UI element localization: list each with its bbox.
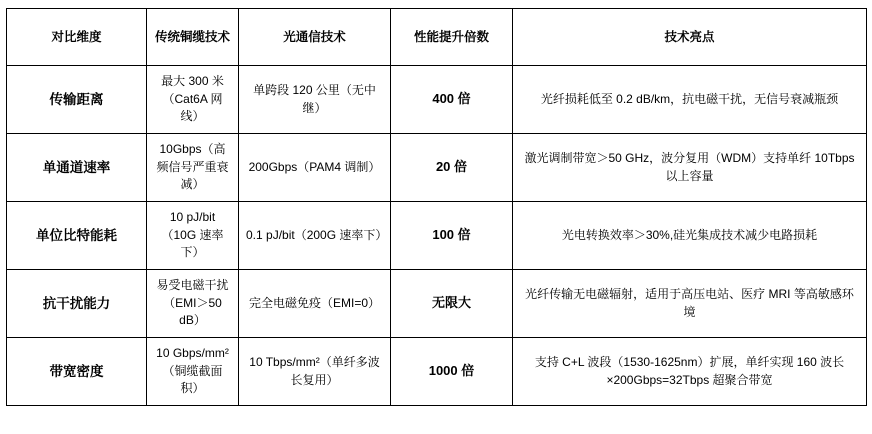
- cell-dimension: 带宽密度: [7, 338, 147, 406]
- cell-optical: 完全电磁免疫（EMI=0）: [239, 270, 391, 338]
- table-row: [7, 134, 867, 202]
- cell-highlight: 光电转换效率＞30%,硅光集成技术减少电路损耗: [513, 202, 867, 270]
- cell-dimension: 抗干扰能力: [7, 270, 147, 338]
- cell-dimension: 单通道速率: [7, 134, 147, 202]
- cell-optical: 200Gbps（PAM4 调制）: [239, 134, 391, 202]
- cell-gain: 无限大: [391, 270, 513, 338]
- cell-copper: 易受电磁干扰（EMI＞50 dB）: [147, 270, 239, 338]
- table-row: [7, 202, 867, 270]
- cell-optical: 10 Tbps/mm²（单纤多波长复用）: [239, 338, 391, 406]
- cell-dimension: 单位比特能耗: [7, 202, 147, 270]
- cell-highlight: 光纤传输无电磁辐射，适用于高压电站、医疗 MRI 等高敏感环境: [513, 270, 867, 338]
- table-header-row: [7, 9, 867, 66]
- cell-copper: 10Gbps（高频信号严重衰减）: [147, 134, 239, 202]
- cell-gain: 1000 倍: [391, 338, 513, 406]
- cell-gain: 20 倍: [391, 134, 513, 202]
- table-row: [7, 270, 867, 338]
- cell-highlight: 激光调制带宽＞50 GHz，波分复用（WDM）支持单纤 10Tbps 以上容量: [513, 134, 867, 202]
- comparison-table: [6, 8, 867, 406]
- column-header-dimension: 对比维度: [7, 9, 147, 66]
- cell-highlight: 支持 C+L 波段（1530-1625nm）扩展，单纤实现 160 波长×200Gbps=32Tbps 超聚合带宽: [513, 338, 867, 406]
- column-header-gain: 性能提升倍数: [391, 9, 513, 66]
- cell-gain: 400 倍: [391, 66, 513, 134]
- table-row: [7, 66, 867, 134]
- cell-optical: 单跨段 120 公里（无中继）: [239, 66, 391, 134]
- cell-copper: 10 pJ/bit（10G 速率下）: [147, 202, 239, 270]
- column-header-copper: 传统铜缆技术: [147, 9, 239, 66]
- table-header: [7, 9, 867, 66]
- cell-optical: 0.1 pJ/bit（200G 速率下）: [239, 202, 391, 270]
- cell-highlight: 光纤损耗低至 0.2 dB/km，抗电磁干扰，无信号衰减瓶颈: [513, 66, 867, 134]
- cell-copper: 10 Gbps/mm²（铜缆截面积）: [147, 338, 239, 406]
- column-header-optical: 光通信技术: [239, 9, 391, 66]
- cell-dimension: 传输距离: [7, 66, 147, 134]
- cell-copper: 最大 300 米（Cat6A 网线）: [147, 66, 239, 134]
- table-row: [7, 338, 867, 406]
- table-body: [7, 66, 867, 406]
- cell-gain: 100 倍: [391, 202, 513, 270]
- column-header-highlight: 技术亮点: [513, 9, 867, 66]
